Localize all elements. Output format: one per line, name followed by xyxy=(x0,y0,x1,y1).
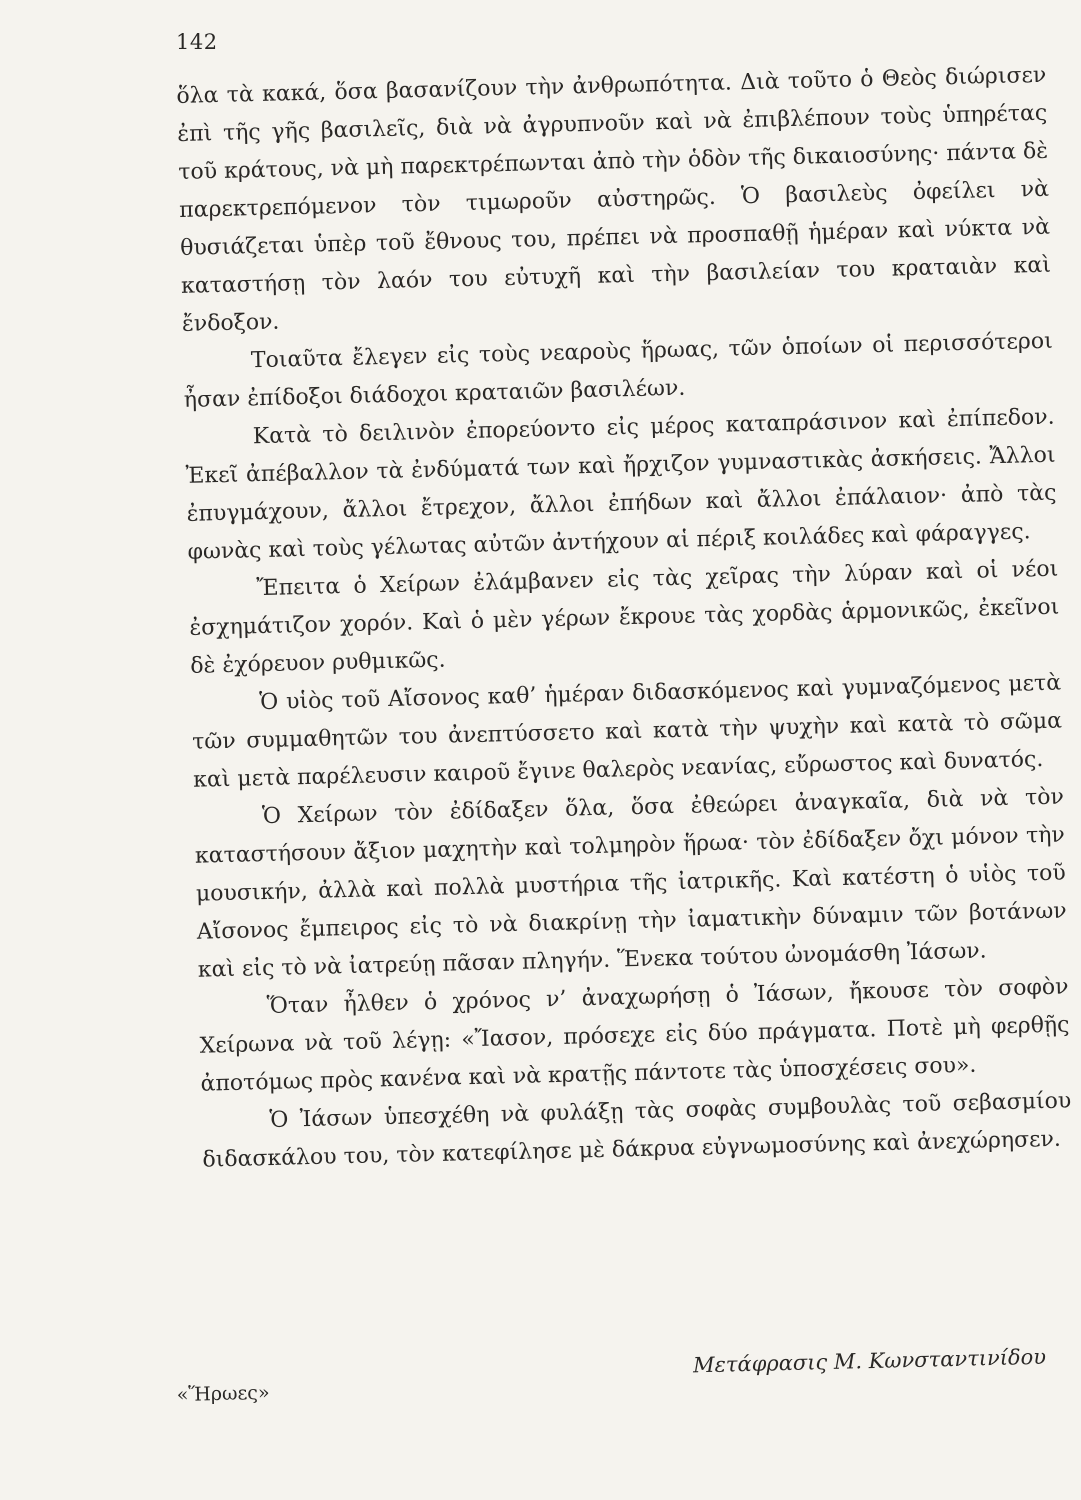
paragraph: Ὁ υἱὸς τοῦ Αἴσονος καθ’ ἡμέραν διδασκόμενος καὶ γυμναζόμενος μετὰ τῶν συμμαθητῶν του ἀνεπτύσσετο καὶ κατὰ τὴν ψυχὴν καὶ κατὰ τὸ σῶμα καὶ μετὰ παρέλευσιν καιροῦ ἔγινε θαλερὸς νεανίας, εὔρωστος καὶ δυνατός. xyxy=(191,670,1063,793)
paragraph: ὅλα τὰ κακά, ὅσα βασανίζουν τὴν ἀνθρωπότητα. Διὰ τοῦτο ὁ Θεὸς διώρισεν ἐπὶ τῆς γῆς βασιλεῖς, διὰ νὰ ἀγρυπνοῦν καὶ νὰ ἐπιβλέπουν τοὺς ὑπηρέτας τοῦ κράτους, νὰ μὴ παρεκτρέπωνται ἀπὸ τὴν ὁδὸν τῆς δικαιοσύνης· πάντα δὲ παρεκτρεπόμενον τὸν τιμωροῦν αὐστηρῶς. Ὁ βασιλεὺς ὀφείλει νὰ θυσιάζεται ὑπὲρ τοῦ ἔθνους του, πρέπει νὰ προσπαθῇ ἡμέραν καὶ νύκτα νὰ καταστήσῃ τὸν λαόν του εὐτυχῆ καὶ τὴν βασιλείαν του κραταιὰν καὶ ἔνδοξον. xyxy=(176,62,1052,337)
source-title: «Ἥρωες» xyxy=(176,1381,270,1406)
paragraph: Ὁ Χείρων τὸν ἐδίδαξεν ὅλα, ὅσα ἐθεώρει ἀναγκαῖα, διὰ νὰ τὸν καταστήσουν ἄξιον μαχητὴν καὶ τολμηρὸν ἥρωα· τὸν ἐδίδαξεν ὄχι μόνον τὴν μουσικήν, ἀλλὰ καὶ πολλὰ μυστήρια τῆς ἰατρικῆς. Καὶ κατέστη ὁ υἱὸς τοῦ Αἴσονος ἔμπειρος εἰς τὸ νὰ διακρίνῃ τὴν ἰαματικὴν δύναμιν τῶν βοτάνων καὶ εἰς τὸ νὰ ἰατρεύῃ πᾶσαν πληγήν. Ἕνεκα τούτου ὠνομάσθη Ἰάσων. xyxy=(194,784,1067,983)
translator-credit: Μετάφρασις Μ. Κωνσταντινίδου xyxy=(692,1344,1047,1378)
page-footer xyxy=(176,1345,1047,1406)
paragraph: Κατὰ τὸ δειλινὸν ἐπορεύοντο εἰς μέρος καταπράσινον καὶ ἐπίπεδον. Ἐκεῖ ἀπέβαλλον τὰ ἐνδύματά των καὶ ἤρχιζον γυμναστικὰς ἀσκήσεις. Ἄλλοι ἐπυγμάχουν, ἄλλοι ἔτρεχον, ἄλλοι ἐπήδων καὶ ἄλλοι ἐπάλαιον· ἀπὸ τὰς φωνὰς καὶ τοὺς γέλωτας αὐτῶν ἀντήχουν αἱ πέριξ κοιλάδες καὶ φάραγγες. xyxy=(185,404,1057,565)
paragraph: Ὁ Ἰάσων ὑπεσχέθη νὰ φυλάξῃ τὰς σοφὰς συμβουλὰς τοῦ σεβασμίου διδασκάλου του, τὸν κατεφίλησε μὲ δάκρυα εὐγνωμοσύνης καὶ ἀνεχώρησεν. xyxy=(202,1088,1072,1173)
page-number: 142 xyxy=(176,30,218,54)
paragraph: Ὅταν ἦλθεν ὁ χρόνος ν’ ἀναχωρήσῃ ὁ Ἰάσων, ἤκουσε τὸν σοφὸν Χείρωνα νὰ τοῦ λέγῃ: «Ἴασον, πρόσεχε εἰς δύο πράγματα. Ποτὲ μὴ φερθῇς ἀποτόμως πρὸς κανένα καὶ νὰ κρατῇς πάντοτε τὰς ὑποσχέσεις σου». xyxy=(199,974,1070,1097)
body-text xyxy=(176,57,1073,1180)
paragraph: Ἔπειτα ὁ Χείρων ἐλάμβανεν εἰς τὰς χεῖρας τὴν λύραν καὶ οἱ νέοι ἐσχημάτιζον χορόν. Καὶ ὁ μὲν γέρων ἔκρουε τὰς χορδὰς ἁρμονικῶς, ἐκεῖνοι δὲ ἐχόρευον ρυθμικῶς. xyxy=(189,556,1060,679)
paragraph: Τοιαῦτα ἔλεγεν εἰς τοὺς νεαροὺς ἥρωας, τῶν ὁποίων οἱ περισσότεροι ἦσαν ἐπίδοξοι διάδοχοι κραταιῶν βασιλέων. xyxy=(183,328,1053,413)
